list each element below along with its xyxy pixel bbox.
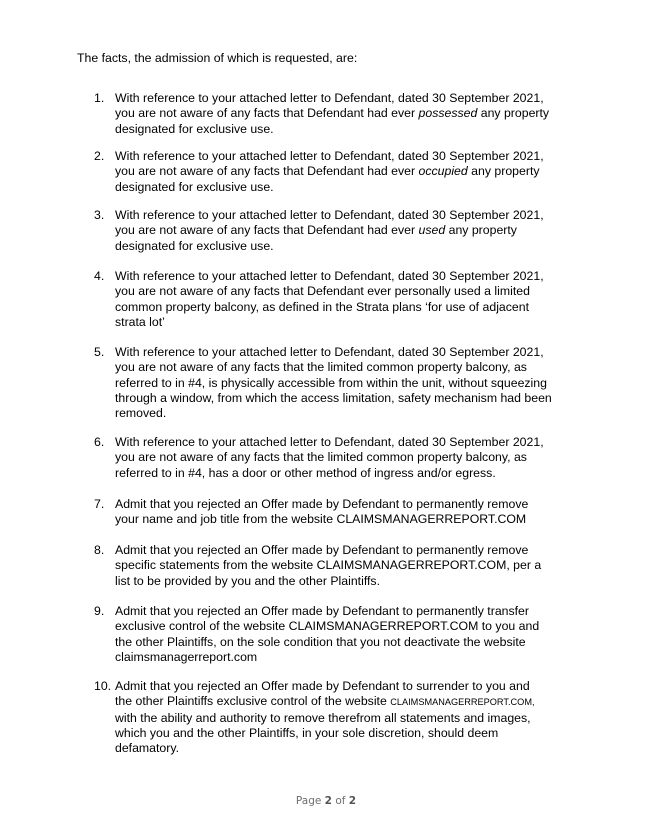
item-text (115, 208, 580, 254)
item-line: With reference to your attached letter to Defendant, dated 30 September 2021, (115, 208, 544, 222)
item-line: common property balcony, as defined in the Strata plans ‘for use of adjacent (115, 299, 530, 314)
item-text (115, 269, 580, 330)
item-line: you are not aware of any facts that the limited common property balcony, as (115, 450, 527, 465)
item-line: your name and job title from the website CLAIMSMANAGERREPORT.COM (115, 512, 527, 527)
item-line: through a window, from which the access limitation, safety mechanism had been (115, 390, 552, 405)
item-line: you are not aware of any facts that the limited common property balcony, as (115, 360, 527, 375)
item-line: designated for exclusive use. (115, 238, 274, 253)
item-text (115, 497, 580, 528)
item-line: defamatory. (115, 741, 180, 756)
item-number: 7. (94, 497, 105, 511)
item-text (115, 604, 580, 665)
item-line: you are not aware of any facts that Defendant ever personally used a limited (115, 284, 530, 299)
item-line: With reference to your attached letter to Defendant, dated 30 September 2021, (115, 435, 544, 449)
item-line: with the ability and authority to remove therefrom all statements and images, (115, 710, 531, 725)
item-number: 5. (94, 345, 105, 359)
item-line: With reference to your attached letter to Defendant, dated 30 September 2021, (115, 345, 544, 359)
item-text (115, 91, 580, 137)
item-line: which you and the other Plaintiffs, in your sole discretion, should deem (115, 725, 499, 740)
item-text (115, 543, 580, 589)
item-line: designated for exclusive use. (115, 121, 274, 136)
page-footer (0, 795, 652, 807)
item-number: 9. (94, 604, 105, 618)
item-line: exclusive control of the website CLAIMSMANAGERREPORT.COM to you and (115, 619, 540, 634)
item-number: 3. (94, 208, 105, 222)
item-line: Admit that you rejected an Offer made by Defendant to permanently transfer (115, 604, 529, 618)
item-line: designated for exclusive use. (115, 179, 274, 194)
intro-text: The facts, the admission of which is requested, are: (77, 51, 358, 65)
page-number: 2 (324, 795, 332, 807)
item-line: With reference to your attached letter to Defendant, dated 30 September 2021, (115, 91, 544, 105)
item-line: removed. (115, 406, 167, 421)
item-line: you are not aware of any facts that Defendant had ever possessed any property (115, 106, 550, 121)
item-line: referred to in #4, is physically accessible from within the unit, without squeezing (115, 375, 547, 390)
item-line: Admit that you rejected an Offer made by Defendant to surrender to you and (115, 679, 530, 693)
item-number: 2. (94, 149, 105, 163)
item-line: you are not aware of any facts that Defendant had ever used any property (115, 223, 517, 238)
item-number: 4. (94, 269, 105, 283)
item-line: list to be provided by you and the other Plaintiffs. (115, 573, 381, 588)
footer-prefix: Page (295, 795, 325, 807)
item-number: 6. (94, 435, 105, 449)
item-line: With reference to your attached letter to Defendant, dated 30 September 2021, (115, 149, 544, 163)
item-text (115, 149, 580, 195)
footer-of: of (331, 795, 349, 807)
item-line: With reference to your attached letter to Defendant, dated 30 September 2021, (115, 269, 544, 283)
item-line: the other Plaintiffs exclusive control of the website CLAIMSMANAGERREPORT.COM, (115, 694, 535, 709)
item-number: 1. (94, 91, 105, 105)
item-line: specific statements from the website CLAIMSMANAGERREPORT.COM, per a (115, 558, 542, 573)
item-line: you are not aware of any facts that Defendant had ever occupied any property (115, 164, 540, 179)
item-number: 10. (94, 679, 112, 693)
item-line: Admit that you rejected an Offer made by Defendant to permanently remove (115, 543, 529, 557)
item-line: referred to in #4, has a door or other method of ingress and/or egress. (115, 465, 496, 480)
item-text (115, 679, 580, 756)
item-text (115, 345, 580, 421)
item-line: claimsmanagerreport.com (115, 649, 258, 664)
item-number: 8. (94, 543, 105, 557)
page-total: 2 (348, 795, 357, 807)
item-line: strata lot’ (115, 314, 165, 329)
item-line: Admit that you rejected an Offer made by Defendant to permanently remove (115, 497, 529, 511)
item-line: the other Plaintiffs, on the sole condition that you not deactivate the website (115, 634, 526, 649)
item-text (115, 435, 580, 481)
